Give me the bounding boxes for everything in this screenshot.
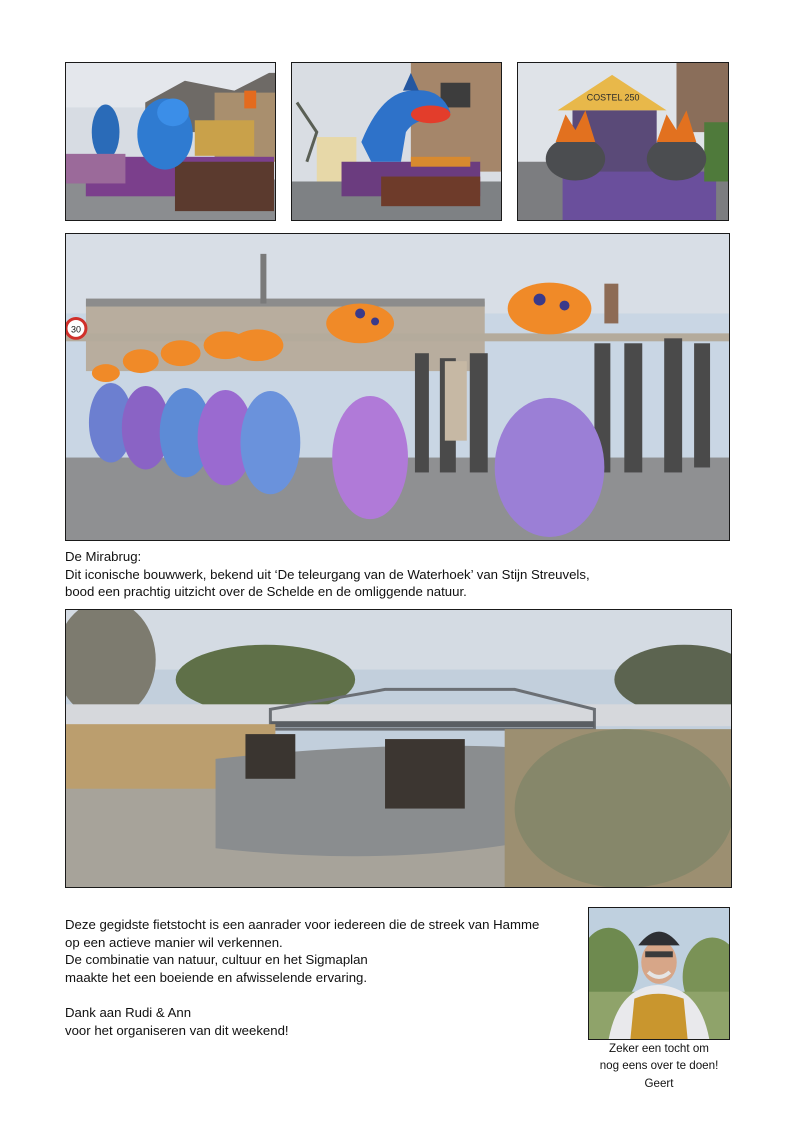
float-photo-2 (291, 62, 502, 221)
mirabrug-line-1: Dit iconische bouwwerk, bekend uit ‘De teleurgang van de Waterhoek’ van Stijn Streuvels, (65, 566, 590, 582)
thanks-line-2: voor het organiseren van dit weekend! (65, 1022, 289, 1038)
caption-line-1: Zeker een tocht om (609, 1042, 709, 1055)
closing-text (65, 916, 539, 1039)
float-photo-1-image (66, 63, 275, 220)
bridge-photo (65, 609, 732, 888)
float-photo-3 (517, 62, 729, 221)
parade-photo (65, 233, 730, 541)
mirabrug-description (65, 548, 590, 601)
photo-caption (584, 1040, 734, 1092)
parade-photo-image (66, 234, 729, 540)
closing-line-3: De combinatie van natuur, cultuur en het Sigmaplan (65, 952, 368, 968)
thanks-line-1: Dank aan Rudi & Ann (65, 1004, 192, 1020)
mirabrug-line-2: bood een prachtig uitzicht over de Schelde en de omliggende natuur. (65, 584, 467, 600)
caption-line-3: Geert (644, 1076, 674, 1090)
float-photo-2-image (292, 63, 501, 220)
closing-line-2: op een actieve manier wil verkennen. (65, 934, 283, 950)
float-photo-3-image (518, 63, 728, 220)
float-photo-1 (65, 62, 276, 221)
closing-line-1: Deze gegidste fietstocht is een aanrader voor iedereen die de streek van Hamme (65, 917, 540, 932)
bridge-photo-image (66, 610, 731, 887)
float-sign-text: COSTEL 250 (586, 92, 640, 103)
cyclist-photo (588, 907, 730, 1040)
speed-sign-text: 30 (70, 324, 81, 335)
mirabrug-heading: De Mirabrug: (65, 549, 142, 564)
cyclist-photo-image (589, 908, 729, 1039)
closing-line-4: maakte het een boeiende en afwisselende ervaring. (65, 969, 368, 985)
caption-line-2: nog eens over te doen! (599, 1059, 719, 1073)
